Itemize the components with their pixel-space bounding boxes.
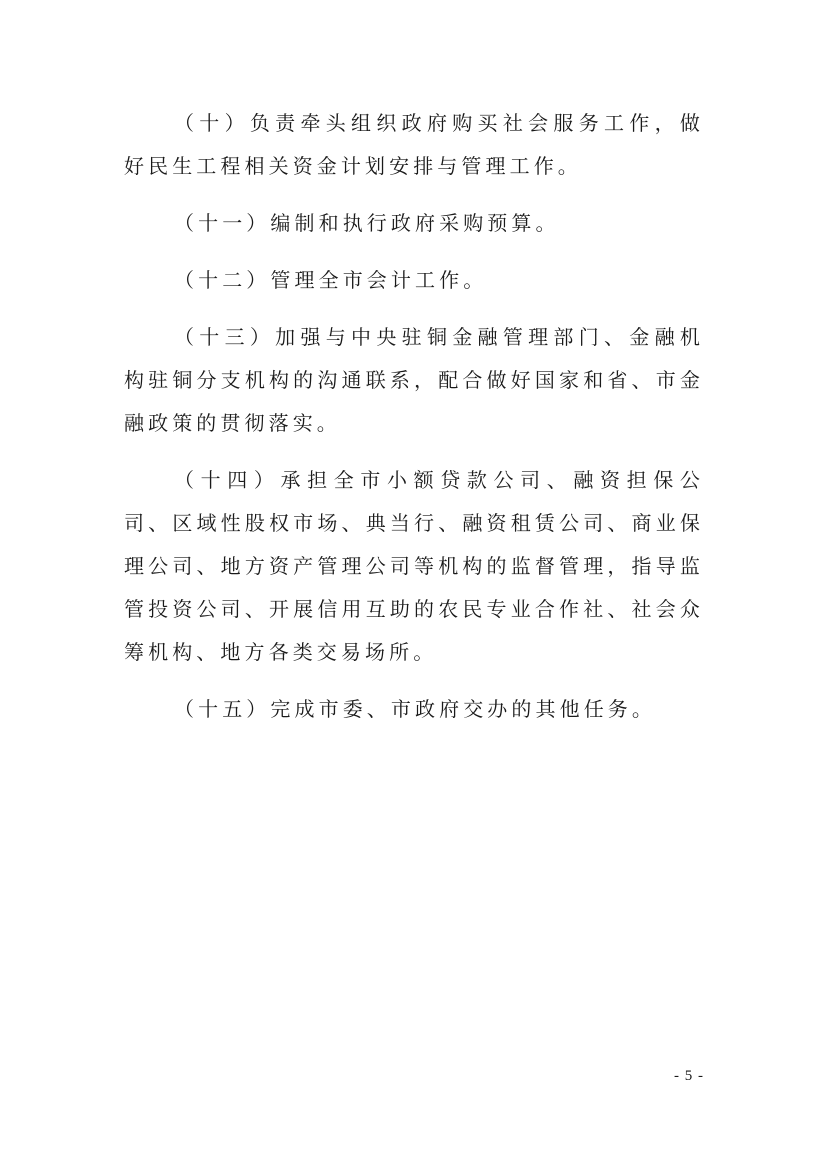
page-number: - 5 - xyxy=(674,1068,704,1084)
document-body xyxy=(124,102,704,745)
paragraph-item-11: （十一）编制和执行政府采购预算。 xyxy=(174,211,560,235)
paragraph-item-12: （十二）管理全市会计工作。 xyxy=(174,268,488,292)
paragraph-item-10: （十）负责牵头组织政府购买社会服务工作，做好民生工程相关资金计划安排与管理工作。 xyxy=(124,111,704,178)
paragraph-item-15: （十五）完成市委、市政府交办的其他任务。 xyxy=(174,697,656,721)
paragraph-item-14: （十四）承担全市小额贷款公司、融资担保公司、区域性股权市场、典当行、融资租赁公司、商业保理公司、地方资产管理公司等机构的监督管理，指导监管投资公司、开展信用互助的农民专业合作社、社会众筹机构、地方各类交易场所。 xyxy=(124,468,704,664)
paragraph-item-13: （十三）加强与中央驻铜金融管理部门、金融机构驻铜分支机构的沟通联系，配合做好国家和省、市金融政策的贯彻落实。 xyxy=(124,325,704,435)
